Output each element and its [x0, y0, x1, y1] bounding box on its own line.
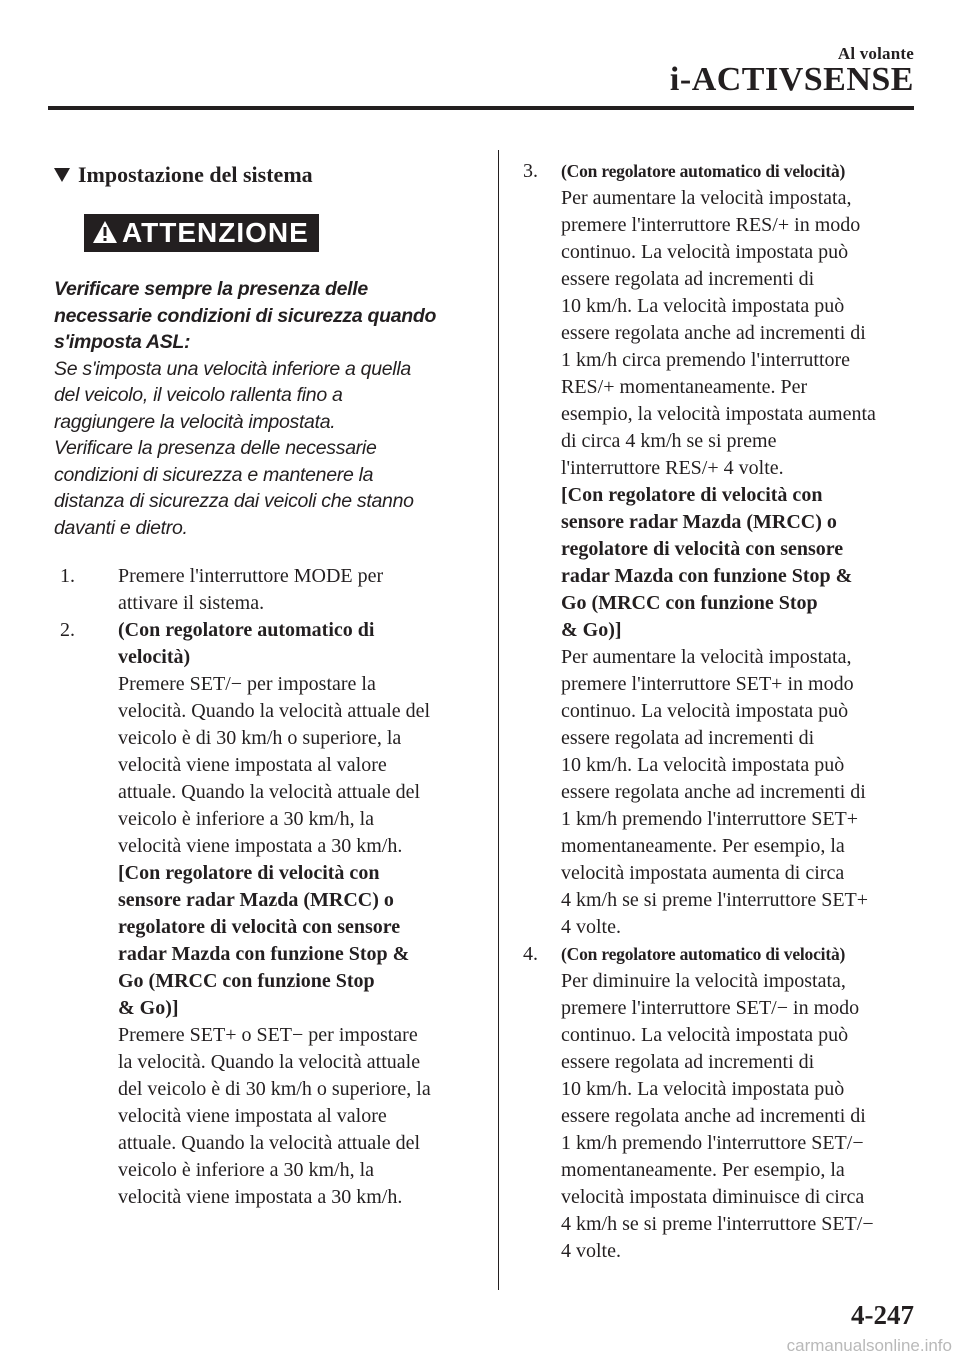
- bracket-heading-line: sensore radar Mazda (MRCC) o: [118, 889, 394, 911]
- step-line: velocità. Quando la velocità attuale del: [118, 700, 431, 722]
- steps-list-left: [54, 563, 474, 1211]
- step-line: Premere SET/− per impostare la: [118, 673, 376, 695]
- step-line: la velocità. Quando la velocità attuale: [118, 1051, 421, 1073]
- warning-line: distanza di sicurezza dai veicoli che stanno: [54, 490, 414, 512]
- warning-line: condizioni di sicurezza e mantenere la: [54, 463, 374, 486]
- step-line: velocità impostata aumenta di circa: [561, 862, 845, 884]
- condition-line: velocità): [118, 646, 191, 668]
- header-title: i-ACTIVSENSE: [669, 61, 914, 98]
- step-line: esempio, la velocità impostata aumenta: [561, 403, 876, 425]
- step-line: premere l'interruttore RES/+ in modo: [561, 214, 861, 236]
- left-column: [54, 158, 474, 1211]
- step-line: velocità impostata diminuisce di circa: [561, 1186, 865, 1208]
- step-number: 1.: [60, 565, 75, 587]
- warning-triangle-icon: [92, 220, 118, 244]
- step-line: 1 km/h circa premendo l'interruttore: [561, 349, 851, 371]
- bracket-heading-line: & Go)]: [561, 619, 622, 641]
- warning-line: Se s'imposta una velocità inferiore a quella: [54, 357, 411, 380]
- warning-badge: [84, 214, 319, 252]
- step-number: 4.: [523, 943, 538, 965]
- step-line: attuale. Quando la velocità attuale del: [118, 1132, 421, 1154]
- bracket-heading-line: radar Mazda con funzione Stop &: [561, 565, 853, 587]
- step-line: del veicolo è di 30 km/h o superiore, la: [118, 1078, 431, 1100]
- condition-line: (Con regolatore automatico di: [118, 619, 375, 641]
- warning-text: [54, 276, 474, 541]
- bracket-heading-line: [Con regolatore di velocità con: [118, 862, 380, 884]
- step-line: premere l'interruttore SET+ in modo: [561, 673, 854, 695]
- step-line: essere regolata anche ad incrementi di: [561, 1105, 866, 1127]
- step-line: essere regolata ad incrementi di: [561, 1051, 815, 1073]
- warning-bold-line: necessarie condizioni di sicurezza quando: [54, 304, 437, 327]
- bracket-heading-line: Go (MRCC con funzione Stop: [118, 970, 375, 992]
- step-line: 1 km/h premendo l'interruttore SET/−: [561, 1132, 864, 1154]
- step-line: velocità viene impostata a 30 km/h.: [118, 1186, 403, 1208]
- step-line: essere regolata anche ad incrementi di: [561, 322, 866, 344]
- condition-line: (Con regolatore automatico di velocità): [561, 161, 846, 181]
- step-line: attivare il sistema.: [118, 592, 265, 614]
- step-line: continuo. La velocità impostata può: [561, 1024, 849, 1046]
- bracket-heading-line: regolatore di velocità con sensore: [118, 916, 401, 938]
- step-line: momentaneamente. Per esempio, la: [561, 1159, 845, 1181]
- step-line: 4 volte.: [561, 1240, 621, 1262]
- bracket-heading-line: radar Mazda con funzione Stop &: [118, 943, 410, 965]
- warning-bold-line: s'imposta ASL:: [54, 331, 191, 353]
- step-line: momentaneamente. Per esempio, la: [561, 835, 845, 857]
- step-line: velocità viene impostata al valore: [118, 1105, 387, 1127]
- bracket-heading-line: regolatore di velocità con sensore: [561, 538, 844, 560]
- bracket-heading-line: & Go)]: [118, 997, 179, 1019]
- step-line: attuale. Quando la velocità attuale del: [118, 781, 421, 803]
- step-line: 4 km/h se si preme l'interruttore SET+: [561, 889, 869, 911]
- warning-bold-line: Verificare sempre la presenza delle: [54, 278, 368, 300]
- step-line: essere regolata anche ad incrementi di: [561, 781, 866, 803]
- step-line: velocità viene impostata a 30 km/h.: [118, 835, 403, 857]
- step-line: RES/+ momentaneamente. Per: [561, 376, 808, 398]
- bracket-heading-line: sensore radar Mazda (MRCC) o: [561, 511, 837, 533]
- step-line: essere regolata ad incrementi di: [561, 727, 815, 749]
- step-item-3: [523, 158, 923, 941]
- warning-line: raggiungere la velocità impostata.: [54, 410, 336, 433]
- step-line: Per aumentare la velocità impostata,: [561, 646, 852, 668]
- step-line: veicolo è inferiore a 30 km/h, la: [118, 1159, 375, 1181]
- step-item-1: [54, 563, 474, 617]
- header-rule: [48, 106, 914, 110]
- step-number: 2.: [60, 619, 75, 641]
- step-item-2: [54, 617, 474, 1211]
- bracket-heading-line: [Con regolatore di velocità con: [561, 484, 823, 506]
- section-heading: [54, 158, 474, 192]
- warning-line: del veicolo, il veicolo rallenta fino a: [54, 384, 343, 406]
- page-number: 4-247: [851, 1300, 914, 1330]
- step-line: veicolo è di 30 km/h o superiore, la: [118, 727, 402, 749]
- step-line: 10 km/h. La velocità impostata può: [561, 754, 845, 776]
- step-item-4: [523, 941, 923, 1265]
- step-line: 10 km/h. La velocità impostata può: [561, 1078, 845, 1100]
- step-line: continuo. La velocità impostata può: [561, 700, 849, 722]
- watermark-link[interactable]: carmanualsonline.info: [786, 1336, 952, 1355]
- bracket-heading-line: Go (MRCC con funzione Stop: [561, 592, 818, 614]
- step-line: l'interruttore RES/+ 4 volte.: [561, 457, 784, 479]
- triangle-bullet-icon: [54, 168, 70, 182]
- step-line: Per diminuire la velocità impostata,: [561, 970, 846, 992]
- step-line: continuo. La velocità impostata può: [561, 241, 849, 263]
- step-line: 4 volte.: [561, 916, 621, 938]
- section-title: Impostazione del sistema: [78, 162, 313, 187]
- warning-line: davanti e dietro.: [54, 516, 188, 539]
- step-line: di circa 4 km/h se si preme: [561, 430, 777, 452]
- step-line: premere l'interruttore SET/− in modo: [561, 997, 860, 1019]
- header-subtitle: Al volante: [837, 44, 914, 63]
- right-column: [523, 158, 923, 1265]
- step-line: Premere l'interruttore MODE per: [118, 565, 384, 587]
- step-line: 4 km/h se si preme l'interruttore SET/−: [561, 1213, 874, 1235]
- column-divider: [498, 150, 499, 1290]
- step-line: 10 km/h. La velocità impostata può: [561, 295, 845, 317]
- step-line: Premere SET+ o SET− per impostare: [118, 1024, 418, 1046]
- step-line: essere regolata ad incrementi di: [561, 268, 815, 290]
- step-line: 1 km/h premendo l'interruttore SET+: [561, 808, 859, 830]
- warning-line: Verificare la presenza delle necessarie: [54, 437, 377, 459]
- step-line: veicolo è inferiore a 30 km/h, la: [118, 808, 375, 830]
- step-line: velocità viene impostata al valore: [118, 754, 387, 776]
- step-number: 3.: [523, 160, 538, 182]
- step-line: Per aumentare la velocità impostata,: [561, 187, 852, 209]
- condition-line: (Con regolatore automatico di velocità): [561, 944, 846, 964]
- warning-label: ATTENZIONE: [122, 217, 309, 248]
